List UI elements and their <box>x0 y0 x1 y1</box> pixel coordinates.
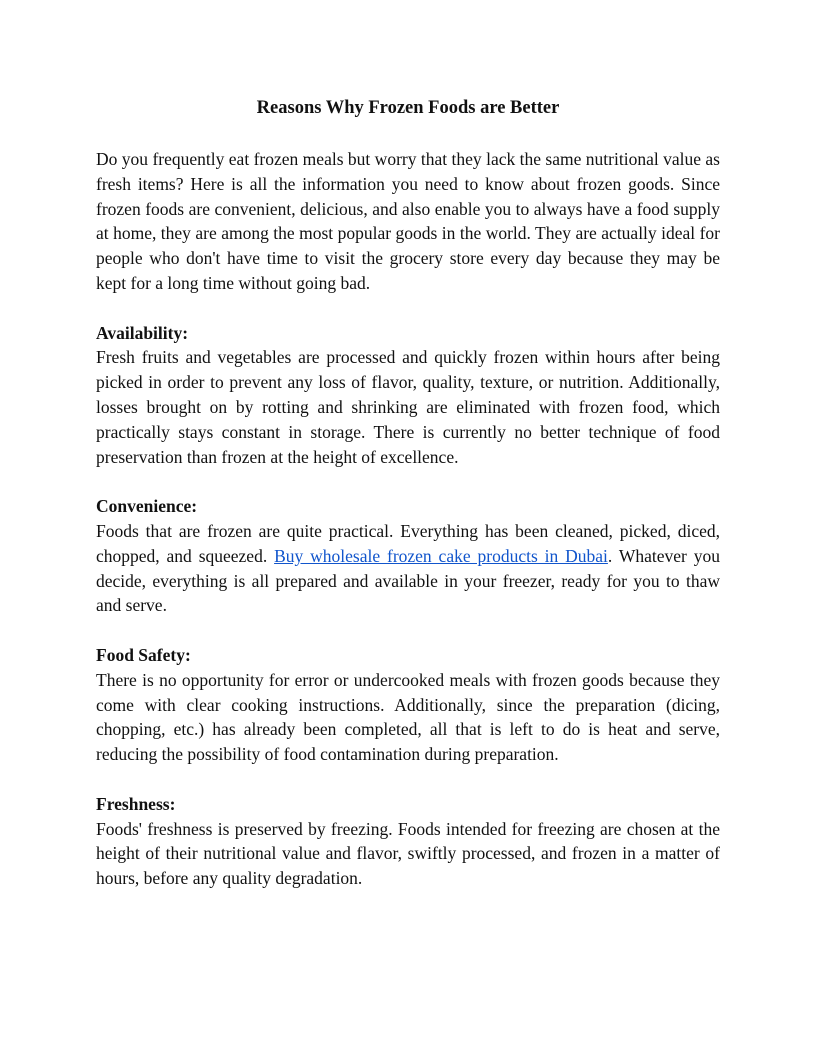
section-food-safety <box>96 643 720 767</box>
section-body-text-after-link: . Whatever you decide, everything is all prepared and available in your freezer, ready for you to thaw and serve. <box>96 545 720 616</box>
wholesale-frozen-cake-link[interactable]: Buy wholesale frozen cake products in Dubai <box>274 545 608 566</box>
section-body: There is no opportunity for error or undercooked meals with frozen goods because they come with clear cooking instructions. Additionally, since the preparation (dicing, chopping, etc.) has already been completed, all that is left to do is heat and serve, reducing the possibility of food contamination during preparation. <box>96 669 720 765</box>
section-heading: Availability: <box>96 322 189 343</box>
intro-paragraph: Do you frequently eat frozen meals but worry that they lack the same nutritional value as fresh items? Here is all the information you need to know about frozen goods. Since frozen foods are convenient, delicious, and also enable you to always have a food supply at home, they are among the most popular goods in the world. They are actually ideal for people who don't have time to visit the grocery store every day because they may be kept for a long time without going bad. <box>96 149 720 293</box>
document-page <box>96 0 720 891</box>
section-body <box>96 519 720 618</box>
section-availability <box>96 321 720 470</box>
document-title: Reasons Why Frozen Foods are Better <box>256 98 560 118</box>
section-body: Fresh fruits and vegetables are processed and quickly frozen within hours after being picked in order to prevent any loss of flavor, quality, texture, or nutrition. Additionally, losses brought on by rotting and shrinking are eliminated with frozen food, which practically stays constant in storage. There is currently no better technique of food preservation than frozen at the height of excellence. <box>96 347 720 467</box>
section-body: Foods' freshness is preserved by freezing. Foods intended for freezing are chosen at the height of their nutritional value and flavor, swiftly processed, and frozen in a matter of hours, before any quality degradation. <box>96 818 720 889</box>
section-convenience <box>96 494 720 618</box>
section-body-text-before-link: Foods that are frozen are quite practical. Everything has been cleaned, picked, diced, chopped, and squeezed. <box>96 520 720 566</box>
section-heading: Freshness: <box>96 793 176 814</box>
section-heading: Convenience: <box>96 496 198 517</box>
section-freshness <box>96 792 720 891</box>
section-heading: Food Safety: <box>96 644 191 665</box>
